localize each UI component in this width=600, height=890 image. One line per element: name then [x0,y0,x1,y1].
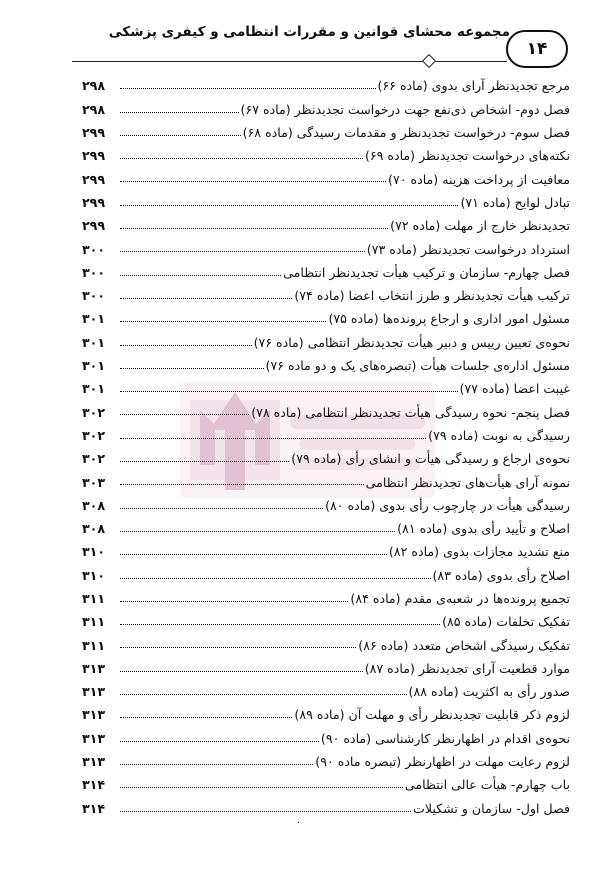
toc-entry-page: ۳۱۰ [82,544,106,560]
toc-entry-page: ۳۰۱ [82,311,106,327]
toc-entry [82,467,570,490]
toc-entry-title: نکته‌های درخواست تجدیدنظر (ماده ۶۹) [364,148,570,164]
toc-entry [82,607,570,630]
toc-entry-page: ۳۱۴ [82,800,106,816]
toc-entry-page: ۳۱۱ [82,590,106,606]
toc-entry [82,630,570,653]
toc-entry-title: غیبت اعضا (ماده ۷۷) [459,381,570,397]
toc-entry-title: فصل سوم- درخواست تجدیدنظر و مقدمات رسیدگی (ماده ۶۸) [242,125,570,141]
toc-entry-page: ۳۱۳ [82,754,106,770]
toc-entry-page: ۳۰۲ [82,404,106,420]
toc-entry [82,211,570,234]
toc-entry-page: ۲۹۹ [82,148,106,164]
toc-entry [82,187,570,210]
toc-entry-page: ۲۹۹ [82,125,106,141]
dot-leader [120,251,365,252]
toc-entry [82,257,570,280]
dot-leader [120,135,241,136]
toc-entry [82,420,570,443]
toc-entry-page: ۲۹۹ [82,218,106,234]
toc-entry-title: ترکیب هیأت تجدیدنظر و طرز انتخاب اعضا (ماده ۷۴) [294,288,570,304]
dot-leader [120,461,289,462]
toc-entry-title: نحوه‌ی اقدام در اظهارنظر کارشناسی (ماده ۹۰) [320,730,570,746]
dot-leader [120,391,458,392]
dot-leader [120,554,387,555]
dot-leader [120,647,356,648]
dot-leader [120,741,319,742]
header-rule [72,61,507,62]
toc-entry-title: اصلاح و تأیید رأی بدوی (ماده ۸۱) [397,521,570,537]
dot-leader [120,321,326,322]
dot-leader [120,624,440,625]
toc-entry-title: تفکیک رسیدگی اشخاص متعدد (ماده ۸۶) [358,637,570,653]
toc-entry-title: باب چهارم- هیأت عالی انتظامی [404,777,570,793]
toc-entry-page: ۲۹۹ [82,194,106,210]
toc-entry-title: رسیدگی هیأت در چارچوب رأی بدوی (ماده ۸۰) [325,497,570,513]
toc-entry-page: ۳۰۰ [82,241,106,257]
dot-leader [120,531,395,532]
toc-entry [82,304,570,327]
dot-leader [120,438,426,439]
dot-leader [120,368,264,369]
toc-entry [82,793,570,816]
dot-leader [120,787,403,788]
toc-entry-page: ۳۰۱ [82,381,106,397]
toc-entry-page: ۳۱۱ [82,614,106,630]
toc-entry [82,444,570,467]
toc-entry [82,118,570,141]
dot-leader [120,414,249,415]
toc-entry-title: معافیت از پرداخت هزینه (ماده ۷۰) [388,171,570,187]
toc-entry-page: ۳۰۰ [82,264,106,280]
toc-entry-title: لزوم رعایت مهلت در اظهارنظر (تبصره ماده ۹۰) [315,754,570,770]
toc-entry-page: ۳۱۳ [82,660,106,676]
dot-leader [120,275,281,276]
dot-leader [120,181,386,182]
toc-entry-title: رسیدگی به نوبت (ماده ۷۹) [428,427,570,443]
toc-entry-page: ۲۹۹ [82,171,106,187]
toc-entry [82,281,570,304]
toc-entry [82,327,570,350]
dot-leader [120,345,252,346]
toc-entry [82,747,570,770]
dot-leader [120,694,407,695]
dot-leader [120,717,292,718]
diamond-ornament-icon [422,54,436,68]
toc-entry-page: ۲۹۸ [82,78,106,94]
toc-entry-title: صدور رأی به اکثریت (ماده ۸۸) [408,684,570,700]
toc-entry-title: تجدیدنظر خارج از مهلت (ماده ۷۲) [390,218,570,234]
toc-entry-title: اصلاح رأی بدوی (ماده ۸۳) [432,567,570,583]
toc-entry [82,723,570,746]
toc-entry-title: فصل چهارم- سازمان و ترکیب هیأت تجدیدنظر انتظامی [283,264,570,280]
toc-entry-title: مسئول امور اداری و ارجاع پرونده‌ها (ماده ۷۵) [328,311,570,327]
toc-entry [82,700,570,723]
toc-entry-page: ۳۱۳ [82,684,106,700]
dot-leader [120,578,431,579]
toc-entry [82,141,570,164]
dot-leader [120,484,364,485]
toc-entry [82,351,570,374]
dot-leader [120,764,313,765]
toc-entry [82,164,570,187]
toc-entry-title: موارد قطعیت آرای تجدیدنظر (ماده ۸۷) [364,660,570,676]
toc-entry-title: مسئول اداره‌ی جلسات هیأت (تبصره‌های یک و دو ماده ۷۶) [265,358,570,374]
toc-entry [82,397,570,420]
toc-entry [82,677,570,700]
toc-entry-title: نحوه‌ی ارجاع و رسیدگی هیأت و انشای رأی (ماده ۷۹) [291,451,570,467]
toc-entry [82,514,570,537]
toc-entry-title: فصل دوم- اشخاص ذی‌نفع جهت درخواست تجدیدنظر (ماده ۶۷) [240,101,570,117]
toc-entry-page: ۳۰۰ [82,288,106,304]
toc-entry-title: تفکیک تخلفات (ماده ۸۵) [442,614,570,630]
dot-leader [120,205,458,206]
toc-entry [82,234,570,257]
page-header [0,0,600,70]
dot-leader [120,508,323,509]
toc-entry-page: ۳۱۳ [82,730,106,746]
toc-entry [82,374,570,397]
toc-entry-page: ۳۰۲ [82,427,106,443]
toc-entry-title: نمونه آرای هیأت‌های تجدیدنظر انتظامی [365,474,570,490]
dot-leader [120,88,376,89]
table-of-contents [82,71,570,817]
toc-entry-title: استرداد درخواست تجدیدنظر (ماده ۷۳) [366,241,570,257]
toc-entry [82,560,570,583]
toc-entry [82,94,570,117]
toc-entry [82,537,570,560]
toc-entry-page: ۳۰۳ [82,474,106,490]
book-title: مجموعه محشای قوانین و مقررات انتظامی و کیفری پزشکی [108,24,510,40]
toc-entry [82,653,570,676]
toc-entry-title: لزوم ذکر قابلیت تجدیدنظر رأی و مهلت آن (ماده ۸۹) [294,707,570,723]
toc-entry [82,584,570,607]
toc-entry-title: فصل اول- سازمان و تشکیلات [412,800,570,816]
toc-entry [82,71,570,94]
toc-entry-page: ۲۹۸ [82,101,106,117]
dot-leader [120,671,363,672]
toc-entry-page: ۳۰۱ [82,358,106,374]
dot-leader [120,112,239,113]
toc-entry-title: نحوه‌ی تعیین رییس و دبیر هیأت تجدیدنظر انتظامی (ماده ۷۶) [253,334,570,350]
toc-entry-page: ۳۱۱ [82,637,106,653]
page-foot-mark: · [297,818,301,829]
dot-leader [120,811,411,812]
toc-entry-page: ۳۰۲ [82,451,106,467]
toc-entry-page: ۳۰۸ [82,497,106,513]
dot-leader [120,298,292,299]
toc-entry [82,770,570,793]
toc-entry-page: ۳۰۱ [82,334,106,350]
toc-entry-page: ۳۰۸ [82,521,106,537]
toc-entry-title: تبادل لوایح (ماده ۷۱) [460,194,570,210]
toc-entry [82,490,570,513]
toc-entry-page: ۳۱۴ [82,777,106,793]
dot-leader [120,158,363,159]
dot-leader [120,601,348,602]
toc-entry-title: تجمیع پرونده‌ها در شعبه‌ی مقدم (ماده ۸۴) [350,590,570,606]
toc-entry-title: فصل پنجم- نحوه رسیدگی هیأت تجدیدنظر انتظامی (ماده ۷۸) [251,404,570,420]
toc-entry-title: منع تشدید مجازات بدوی (ماده ۸۲) [388,544,570,560]
toc-entry-title: مرجع تجدیدنظر آرای بدوی (ماده ۶۶) [377,78,570,94]
toc-entry-page: ۳۱۳ [82,707,106,723]
dot-leader [120,228,388,229]
page-number-badge: ۱۴ [506,30,568,68]
toc-entry-page: ۳۱۰ [82,567,106,583]
